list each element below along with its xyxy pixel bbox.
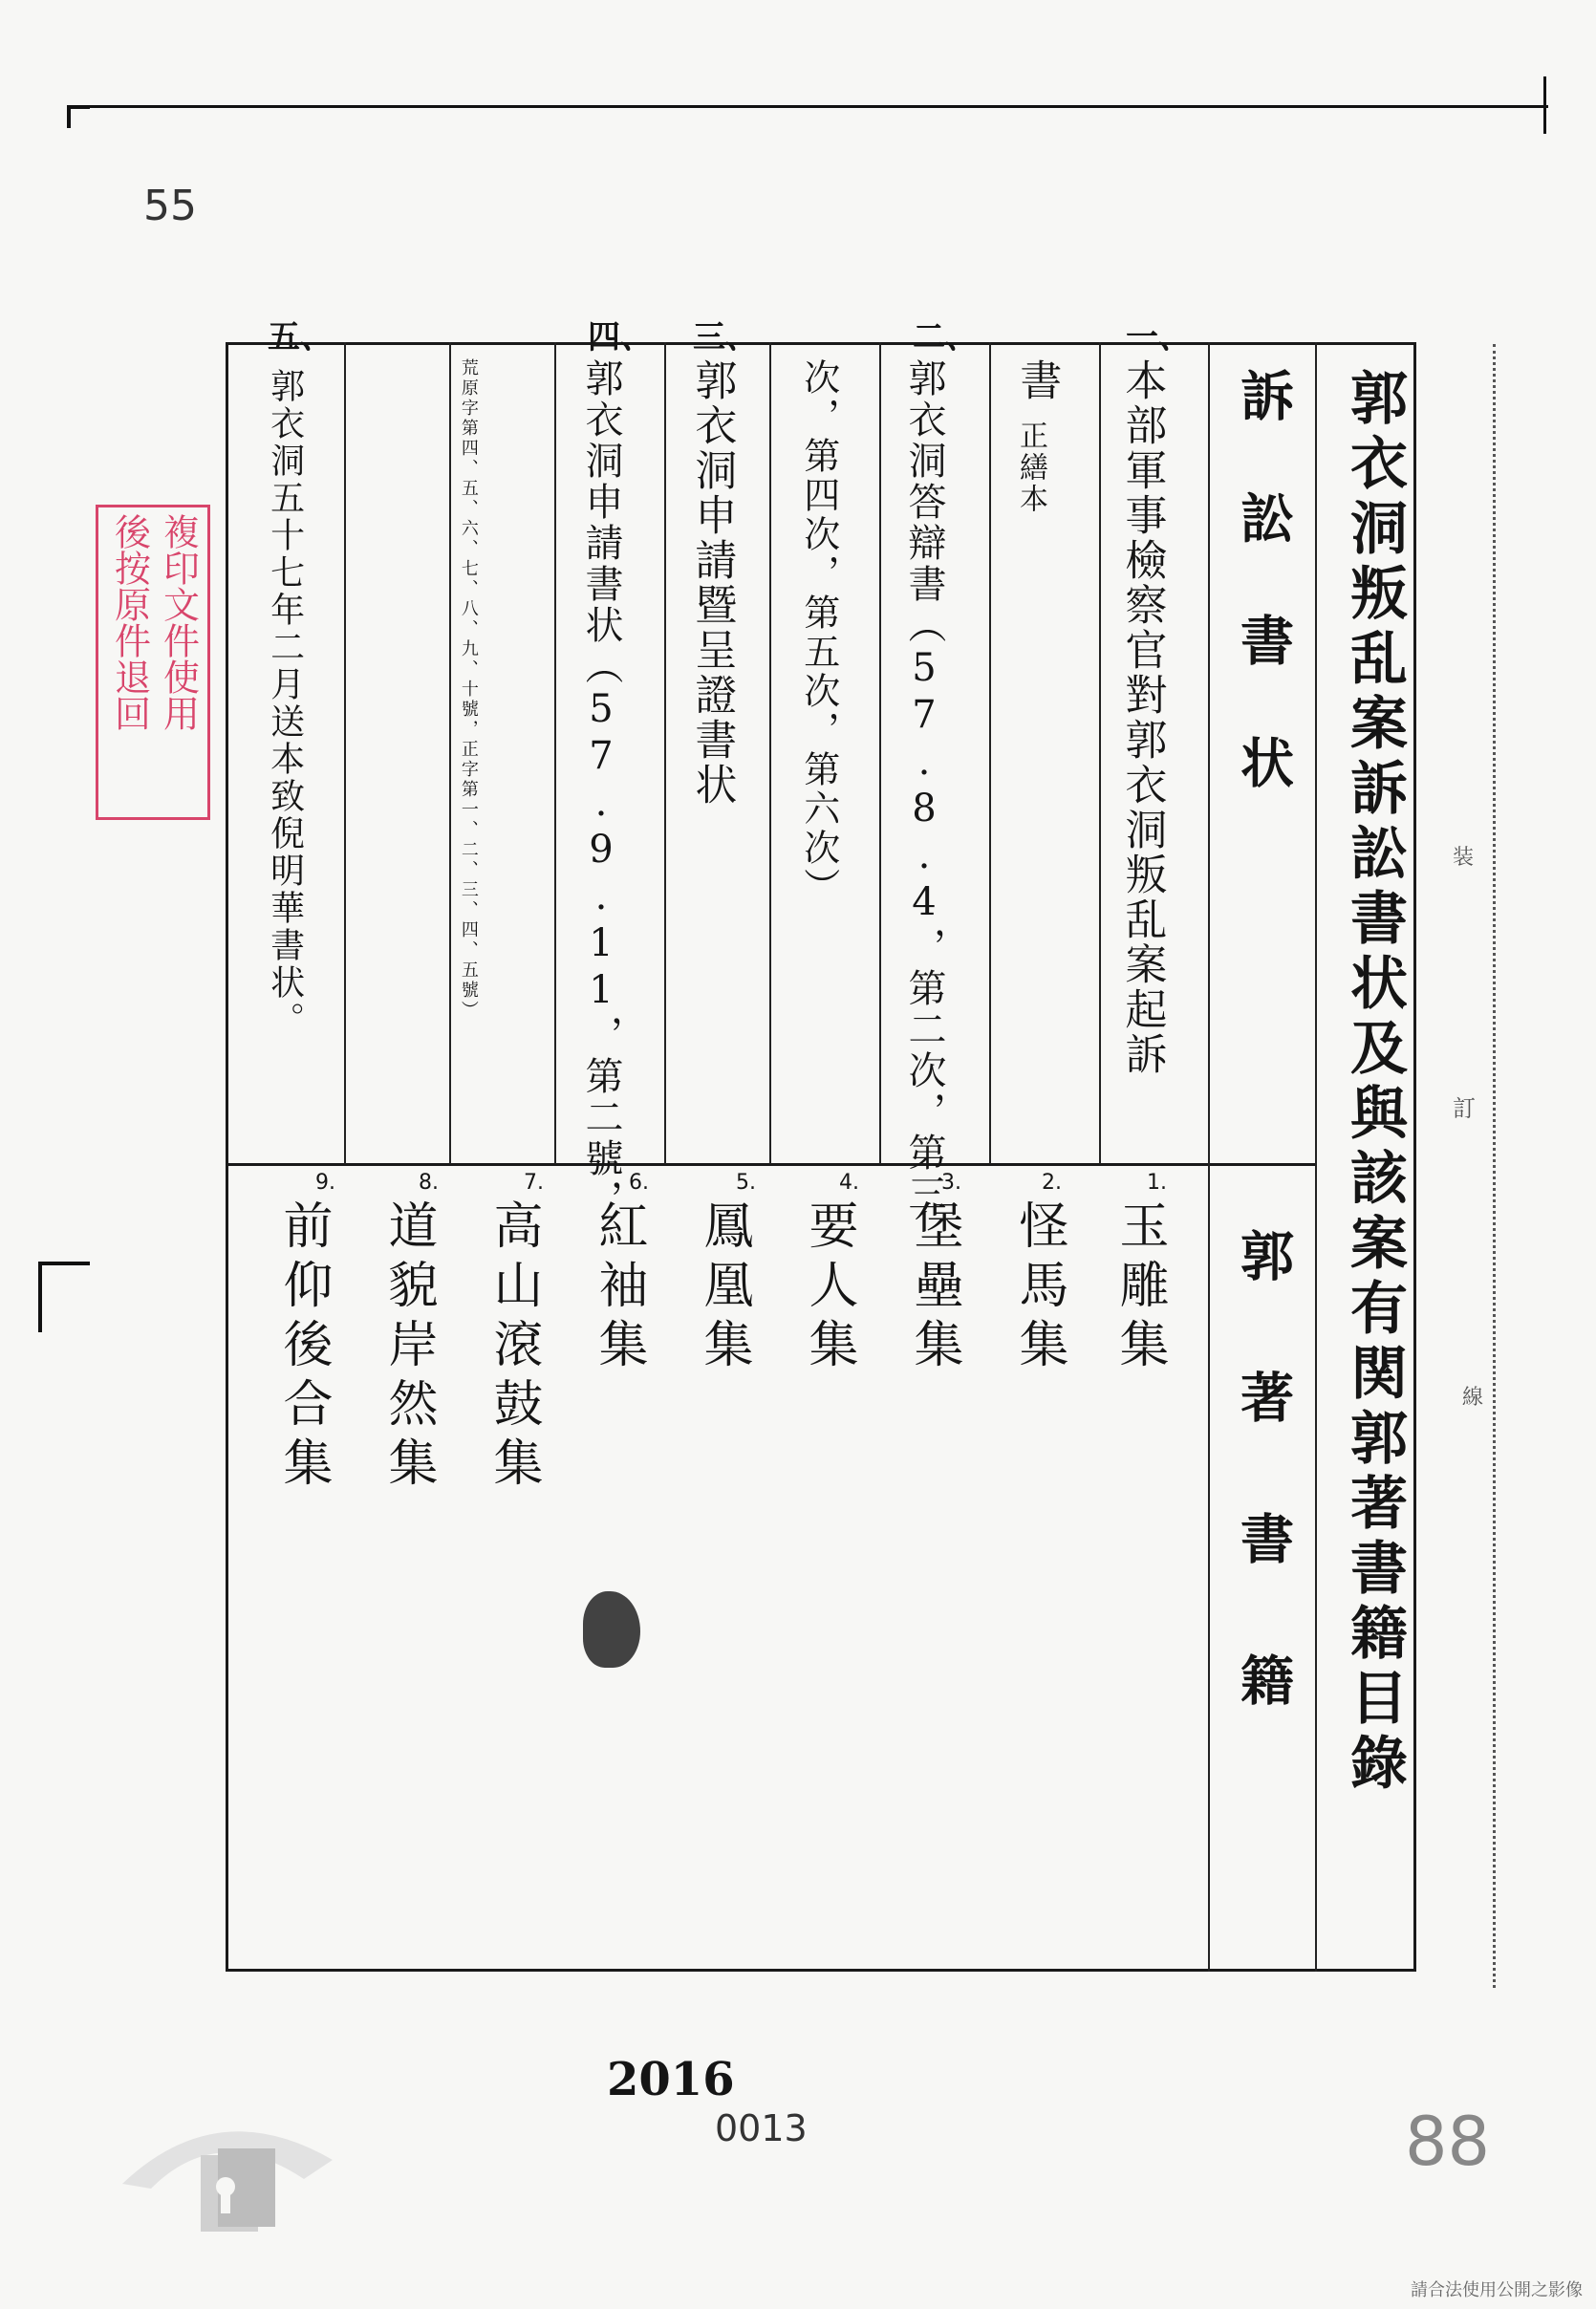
book-title-8: 道貌岸然集 <box>379 1199 437 1496</box>
column-divider-3 <box>879 342 881 1164</box>
header-books: 郭著書籍 <box>1232 1228 1295 1794</box>
litigation-item-4-line-1: 郭衣洞申請書状（57.9.11，第二號， <box>579 358 623 1220</box>
book-number-3: 3. <box>941 1171 961 1195</box>
item-marker-3: 三、 <box>693 318 758 356</box>
book-title-9: 前仰後合集 <box>274 1199 332 1496</box>
top-page-number: 55 <box>143 182 197 230</box>
corner-bracket-top-left <box>67 105 90 128</box>
item-marker-1: 一、 <box>1126 318 1191 356</box>
book-number-5: 5. <box>736 1171 756 1195</box>
binding-mark-1: 装 <box>1453 846 1475 870</box>
item-marker-4: 四、 <box>588 318 653 356</box>
book-number-8: 8. <box>419 1171 439 1195</box>
litigation-item-1-note: 正繕本 <box>1014 421 1047 515</box>
item-marker-5: 五、 <box>268 318 333 356</box>
stamp-text-col-2: 後按原件退回 <box>108 513 151 731</box>
top-right-tick <box>1543 76 1546 134</box>
book-number-1: 1. <box>1147 1171 1167 1195</box>
archive-logo-icon <box>113 2103 342 2246</box>
copy-stamp <box>96 505 210 820</box>
book-title-4: 要人集 <box>800 1199 857 1377</box>
book-number-7: 7. <box>524 1171 544 1195</box>
column-divider-4 <box>769 342 771 1164</box>
corner-bracket-left <box>38 1262 90 1332</box>
page-mark: 88 <box>1405 2103 1491 2181</box>
book-title-3: 堡壘集 <box>905 1199 962 1377</box>
column-divider-1 <box>1099 342 1101 1164</box>
document-title: 郭衣洞叛乱案訴訟書状及與該案有関郭著書籍目錄 <box>1341 368 1408 1798</box>
book-title-2: 怪馬集 <box>1010 1199 1068 1377</box>
binding-mark-2: 訂 <box>1453 1095 1476 1122</box>
column-divider-6 <box>554 342 556 1164</box>
ink-smudge <box>583 1591 640 1668</box>
litigation-item-2-line-2: 次，第四次，第五次，第六次） <box>797 358 840 907</box>
book-number-6: 6. <box>629 1171 649 1195</box>
top-border-line <box>67 105 1548 108</box>
footer-notice: 請合法使用公開之影像 <box>1411 2280 1583 2300</box>
litigation-item-4-line-2: 荒原字第四、五、六、七、八、九、十號，正字第一、二、三、四、五號） <box>458 358 479 1021</box>
book-title-7: 高山滾鼓集 <box>485 1199 542 1496</box>
litigation-item-1-line-2: 書 <box>1012 358 1062 403</box>
binding-mark-3: 線 <box>1462 1386 1484 1410</box>
litigation-item-2-line-1: 郭衣洞答辯書（57.8.4，第二次，第三 <box>902 358 946 1215</box>
book-number-4: 4. <box>839 1171 859 1195</box>
title-column-divider <box>1315 342 1317 1972</box>
column-divider-2 <box>989 342 991 1164</box>
litigation-item-3-line-1: 郭衣洞申請暨呈證書状 <box>687 358 737 808</box>
item-marker-2: 二、 <box>913 318 978 356</box>
stamp-text-col-1: 複印文件使用 <box>157 513 200 731</box>
column-divider-8 <box>344 342 346 1164</box>
book-number-9: 9. <box>315 1171 335 1195</box>
litigation-item-5-line-1: 郭衣洞五十七年二月送本致倪明華書状。 <box>265 368 305 1039</box>
header-litigation: 訴訟書状 <box>1232 368 1295 857</box>
book-number-2: 2. <box>1042 1171 1062 1195</box>
book-title-6: 紅袖集 <box>590 1199 647 1377</box>
header-column-divider <box>1208 342 1210 1972</box>
book-title-5: 鳳凰集 <box>695 1199 752 1377</box>
binding-line <box>1493 344 1496 1988</box>
handwritten-code: 0013 <box>715 2107 808 2149</box>
column-divider-5 <box>664 342 666 1164</box>
book-title-1: 玉雕集 <box>1111 1199 1168 1377</box>
column-divider-7 <box>449 342 451 1164</box>
bottom-number: 2016 <box>607 2053 735 2106</box>
litigation-item-1-line-1: 本部軍事檢察官對郭衣洞叛乱案起訴 <box>1117 358 1167 1077</box>
